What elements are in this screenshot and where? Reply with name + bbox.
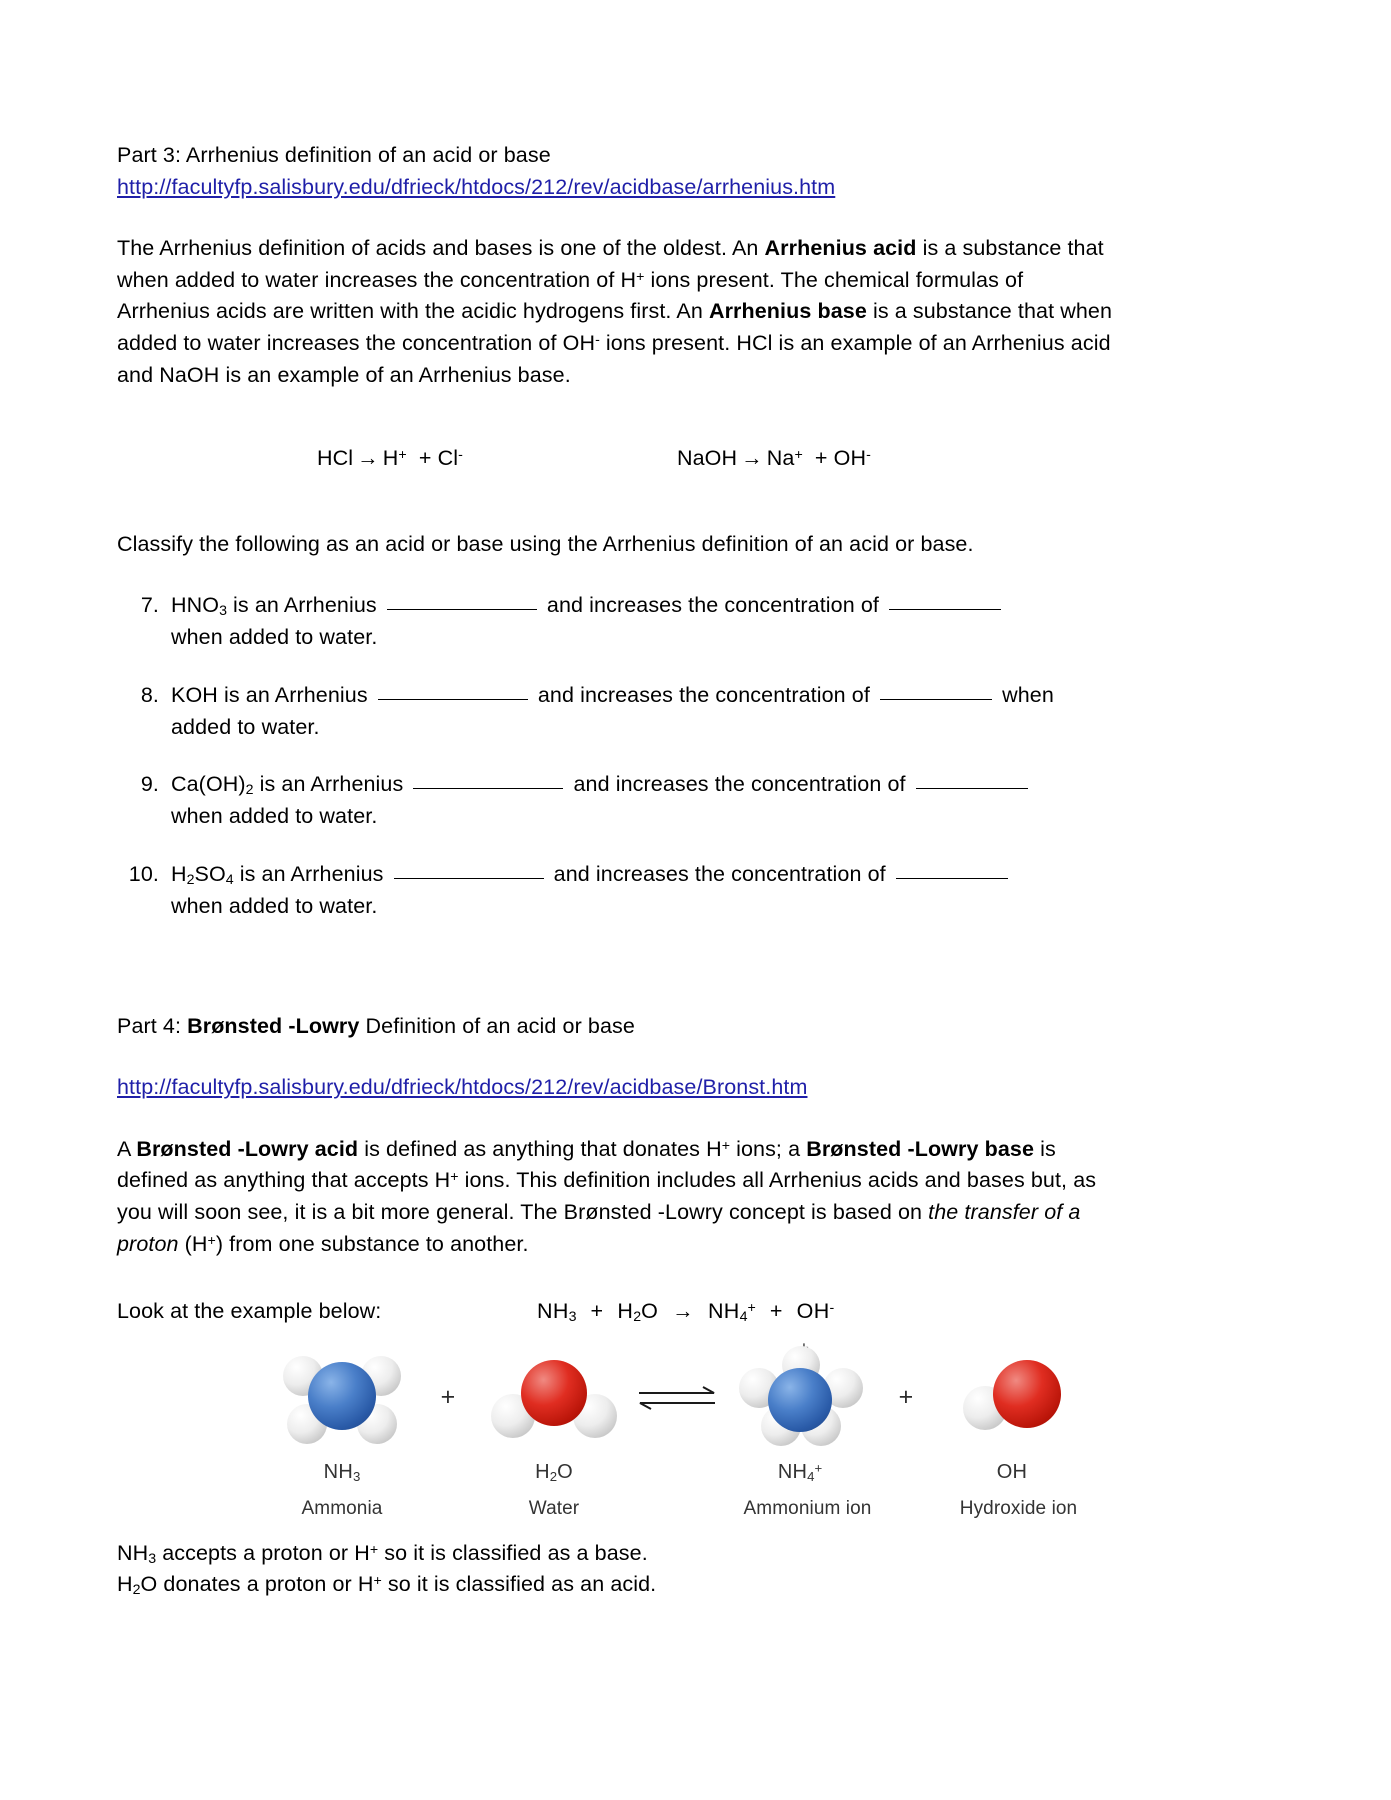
caption-formula-ammonia	[267, 1458, 417, 1487]
text-fragment: so it is classified as a base.	[378, 1541, 648, 1566]
text-fragment: when added to water.	[171, 804, 378, 829]
text-fragment: is defined as anything that accepts H	[117, 1136, 1056, 1193]
text-fragment: when added to water.	[171, 893, 378, 918]
part3-instruction: Classify the following as an acid or base using the Arrhenius definition of an acid or base.	[117, 531, 974, 556]
list-item-body	[171, 680, 1117, 744]
closing-line-water	[117, 1570, 1117, 1601]
formula: KOH	[171, 682, 218, 707]
list-item-number: 8.	[140, 682, 159, 707]
spacer	[417, 1458, 479, 1487]
charge-superscript: +	[636, 268, 645, 285]
text-fragment: A	[117, 1136, 137, 1161]
formula: Ca(OH)	[171, 772, 246, 797]
spacer	[117, 203, 1117, 233]
formula-subscript: 4	[225, 872, 234, 889]
term-bronsted-lowry-acid: Brønsted -Lowry acid	[136, 1136, 359, 1161]
arrhenius-equations-row	[117, 443, 1117, 475]
formula-subscript: 2	[132, 1582, 141, 1599]
product: NH	[707, 1299, 740, 1324]
text-fragment: accepts a proton or H	[156, 1541, 370, 1566]
formula-subscript: 3	[148, 1551, 157, 1568]
product: Cl	[437, 446, 459, 471]
closing-statements	[117, 1539, 1117, 1600]
answer-blank[interactable]	[413, 788, 563, 789]
formula-subscript: 4	[807, 1468, 815, 1484]
nitrogen-atom-sphere	[308, 1362, 376, 1430]
spacer	[117, 560, 1117, 590]
formula: SO	[194, 861, 226, 886]
molecule-model-water	[479, 1342, 629, 1452]
list-item-body	[171, 859, 1117, 923]
plus-operator: +	[440, 1382, 456, 1411]
answer-blank[interactable]	[880, 699, 992, 700]
list-item-body	[171, 769, 1117, 833]
reactant: HCl	[317, 446, 354, 471]
oxygen-atom-sphere	[521, 1360, 587, 1426]
spacer	[875, 1458, 937, 1487]
equilibrium-arrow-icon	[629, 1342, 725, 1452]
reactant: H	[617, 1299, 634, 1324]
caption-name-hydroxide: Hydroxide ion	[959, 1498, 1078, 1520]
text-fragment: ions present. HCl is an example of an Arrhenius acid and NaOH is an example of an Arrhenius base.	[117, 330, 1111, 387]
formula: O	[557, 1461, 573, 1484]
product: OH	[796, 1299, 830, 1324]
text-fragment: ions present. The chemical formulas of Arrhenius acids are written with the acidic hydrogens first. An	[117, 267, 1024, 324]
charge-superscript: -	[458, 447, 463, 464]
formula: OH	[996, 1461, 1028, 1484]
molecule-model-ammonia	[267, 1342, 417, 1452]
reactant: NH	[537, 1299, 569, 1324]
term-arrhenius-acid: Arrhenius acid	[764, 236, 917, 261]
caption-formula-water	[479, 1458, 629, 1487]
text-fragment: The Arrhenius definition of acids and bases is one of the oldest. An	[117, 236, 765, 261]
answer-blank[interactable]	[394, 878, 544, 879]
list-item	[117, 859, 1117, 923]
answer-blank[interactable]	[378, 699, 528, 700]
oxygen-atom-sphere	[993, 1360, 1061, 1428]
spacer	[629, 1458, 725, 1487]
text-fragment: ions. This definition includes all Arrhenius acids and bases but, as you will soon see, it is a bit more general. The Brønsted -Lowry concept is based on	[117, 1168, 1097, 1224]
reactant: O	[641, 1299, 659, 1324]
nitrogen-atom-sphere	[768, 1368, 832, 1432]
text-fragment: and increases the concentration of	[567, 772, 912, 797]
caption-formula-ammonium	[725, 1458, 875, 1487]
caption-name-ammonium: Ammonium ion	[743, 1498, 872, 1520]
part4-heading	[117, 1011, 1117, 1043]
plus-operator: +	[898, 1382, 914, 1411]
charge-superscript: +	[814, 1460, 823, 1476]
spacer	[890, 1493, 936, 1523]
spacer	[117, 485, 1117, 529]
term-bronsted-lowry-base: Brønsted -Lowry base	[806, 1136, 1035, 1161]
text-fragment: and increases the concentration of	[540, 593, 886, 618]
answer-blank[interactable]	[387, 609, 537, 610]
text-fragment: and increases the concentration of	[547, 861, 892, 886]
plus-operator: +	[769, 1299, 783, 1324]
text-fragment: is a substance that when added to water increases the concentration of OH	[117, 299, 1113, 355]
formula-subscript: 3	[352, 1468, 361, 1484]
list-item-number: 7.	[140, 593, 159, 618]
text-fragment: (H	[178, 1231, 208, 1256]
equation-naoh	[677, 443, 871, 475]
product: H	[382, 446, 399, 471]
charge-superscript: +	[398, 447, 407, 464]
spacer	[117, 1104, 1117, 1134]
list-item	[117, 680, 1117, 744]
text-fragment: is an Arrhenius	[217, 682, 374, 707]
text-fragment: ions; a	[730, 1136, 807, 1161]
charge-superscript: +	[721, 1137, 731, 1154]
closing-line-ammonia	[117, 1539, 1117, 1570]
list-item-number: 9.	[140, 772, 159, 797]
part4-url-link[interactable]: http://facultyfp.salisbury.edu/dfrieck/htdocs/212/rev/acidbase/Bronst.htm	[117, 1075, 808, 1100]
text-fragment: ) from one substance to another.	[215, 1231, 529, 1256]
formula: NH	[777, 1461, 808, 1484]
charge-superscript: +	[747, 1300, 756, 1317]
product: OH	[833, 446, 867, 471]
charge-superscript: -	[866, 447, 871, 464]
formula: NH	[323, 1461, 353, 1484]
equation-hcl	[317, 443, 677, 475]
spacer	[629, 1493, 725, 1523]
plus-operator: +	[418, 446, 432, 471]
text-fragment: is a substance that when added to water increases the concentration of H	[117, 236, 1104, 292]
molecule-formula-captions	[267, 1458, 1107, 1487]
text-fragment: is an Arrhenius	[253, 772, 410, 797]
text-fragment: O donates a proton or H	[140, 1572, 374, 1597]
document-body	[117, 140, 1117, 1601]
answer-blank[interactable]	[889, 609, 1001, 610]
charge-superscript: +	[373, 1573, 382, 1590]
molecule-models-row	[267, 1342, 1107, 1452]
charge-superscript: +	[794, 447, 803, 464]
text-fragment: is defined as anything that donates H	[358, 1136, 722, 1161]
reaction-arrow-icon: →	[357, 446, 379, 471]
caption-name-ammonia: Ammonia	[301, 1498, 383, 1520]
text-fragment: and increases the concentration of	[531, 682, 876, 707]
charge-superscript: -	[829, 1300, 835, 1317]
text-fragment: so it is classified as an acid.	[381, 1572, 657, 1597]
part3-url-link[interactable]: http://facultyfp.salisbury.edu/dfrieck/htdocs/212/rev/acidbase/arrhenius.htm	[117, 174, 836, 199]
formula: H	[171, 861, 187, 886]
caption-formula-hydroxide	[937, 1458, 1087, 1487]
list-item	[117, 769, 1117, 833]
formula-subscript: 2	[186, 872, 195, 889]
arrhenius-question-list	[117, 590, 1117, 922]
spacer	[117, 1042, 1117, 1072]
formula-subscript: 3	[219, 603, 227, 620]
molecule-figure	[117, 1342, 1107, 1523]
example-label: Look at the example below:	[117, 1299, 382, 1324]
spacer	[117, 949, 1117, 1011]
emphasis-transfer-of-proton: the transfer of a proton	[117, 1199, 1081, 1256]
reaction-arrow-icon: →	[672, 1299, 694, 1324]
example-equation	[537, 1296, 834, 1328]
text-fragment: added to water.	[171, 714, 320, 739]
formula: HNO	[171, 593, 220, 618]
molecule-model-ammonium	[725, 1342, 875, 1452]
formula: NH	[117, 1541, 149, 1566]
reaction-arrow-icon: →	[741, 446, 763, 471]
plus-operator: +	[590, 1299, 604, 1324]
charge-superscript: +	[369, 1542, 379, 1559]
formula-subscript: 2	[549, 1468, 558, 1484]
part3-heading: Part 3: Arrhenius definition of an acid or base	[117, 143, 551, 167]
text-fragment: Part 4:	[117, 1013, 188, 1038]
part4-paragraph	[117, 1134, 1117, 1260]
formula-subscript: 2	[633, 1309, 642, 1326]
charge-superscript: +	[207, 1232, 216, 1249]
term-arrhenius-base: Arrhenius base	[708, 299, 867, 324]
charge-superscript: -	[595, 332, 600, 349]
list-item-body	[171, 590, 1117, 654]
list-item-number: 10.	[128, 861, 159, 886]
formula-subscript: 4	[739, 1309, 748, 1326]
text-fragment: is an Arrhenius	[233, 861, 390, 886]
reactant: NaOH	[677, 446, 738, 471]
list-item	[117, 590, 1117, 654]
text-fragment: Definition of an acid or base	[359, 1013, 635, 1038]
answer-blank[interactable]	[916, 788, 1028, 789]
caption-name-water: Water	[528, 1498, 580, 1520]
spacer	[417, 1493, 479, 1523]
text-fragment: when added to water.	[171, 625, 378, 650]
charge-superscript: +	[450, 1169, 459, 1186]
formula-subscript: 2	[245, 782, 254, 799]
product: Na	[766, 446, 795, 471]
term-bronsted-lowry: Brønsted -Lowry	[187, 1013, 360, 1038]
text-fragment: is an Arrhenius	[226, 593, 383, 618]
molecule-name-captions	[267, 1493, 1107, 1523]
formula-subscript: 3	[568, 1309, 577, 1326]
formula: H	[117, 1572, 133, 1597]
example-row	[117, 1296, 1117, 1328]
text-fragment: when	[996, 682, 1054, 707]
molecule-model-hydroxide	[937, 1342, 1087, 1452]
answer-blank[interactable]	[896, 878, 1008, 879]
plus-operator: +	[814, 446, 828, 471]
part3-paragraph	[117, 233, 1117, 391]
formula: H	[535, 1461, 550, 1484]
